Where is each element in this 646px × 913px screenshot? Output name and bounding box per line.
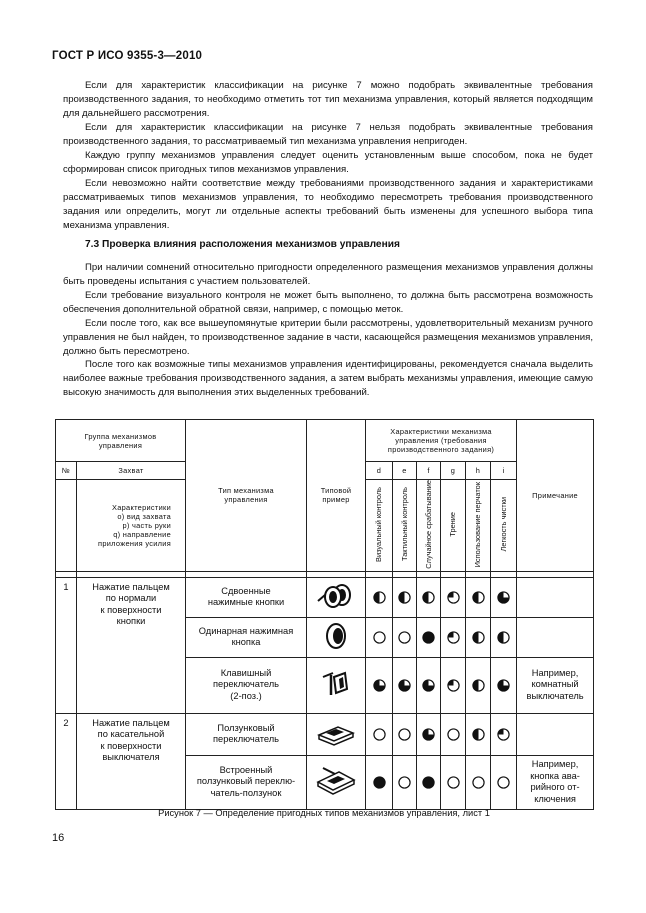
rating-quarter-icon bbox=[447, 679, 460, 692]
rating-empty-icon bbox=[472, 776, 485, 789]
grip-description: Нажатие пальцем по нормали к поверхности кнопки bbox=[77, 577, 186, 713]
char-name: Легкость чистки bbox=[498, 497, 508, 552]
rating-empty-icon bbox=[373, 631, 386, 644]
rating-quarter-icon bbox=[447, 591, 460, 604]
paragraph: При наличии сомнений относительно пригодности определенного размещения механизмов управления должны быть проведены испытания с участием пользователей. bbox=[63, 262, 593, 287]
rating-empty-icon bbox=[497, 776, 510, 789]
example-cell bbox=[307, 617, 366, 657]
table-row bbox=[56, 713, 594, 755]
paragraph: Если после того, как все вышеупомянутые критерии были рассмотрены, удовлетворительный механизм ручного управления не был найден, то производственное задание в части, касающейся размещения механизмов управления, должно быть пересмотрено. bbox=[63, 318, 593, 357]
rating-half-icon bbox=[472, 591, 485, 604]
char-letter: h bbox=[466, 462, 491, 480]
note: Например, кнопка ава- рийного от- ключения bbox=[517, 755, 594, 809]
rating-three-quarter-icon bbox=[373, 679, 386, 692]
slide-switch-icon bbox=[316, 719, 356, 747]
num-header: № bbox=[56, 462, 77, 480]
rating-empty-icon bbox=[398, 631, 411, 644]
example-header: Типовой пример bbox=[307, 420, 366, 572]
note-header: Примечание bbox=[517, 420, 594, 572]
rating-three-quarter-icon bbox=[398, 679, 411, 692]
char-name: Трение bbox=[448, 512, 457, 537]
note: Например, комнатный выключатель bbox=[517, 657, 594, 713]
control-selection-table bbox=[55, 419, 594, 810]
note bbox=[517, 617, 594, 657]
double-pushbutton-icon bbox=[316, 581, 356, 611]
rating-empty-icon bbox=[398, 776, 411, 789]
rating-half-icon bbox=[373, 591, 386, 604]
paragraph: Если невозможно найти соответствие между требованиями производственного задания и характеристиками рассматриваемых типов механизмов управления, то необходимо пересмотреть требования производственного задания или определить, могут ли отдельные аспекты требований быть изменены для успешного выбора типа механизма управления. bbox=[63, 178, 593, 231]
char-letter: f bbox=[417, 462, 441, 480]
rating-half-icon bbox=[422, 591, 435, 604]
group-header: Группа механизмов управления bbox=[56, 420, 186, 462]
type-header: Тип механизма управления bbox=[186, 420, 307, 572]
page-number: 16 bbox=[52, 832, 65, 844]
control-type: Ползунковый переключатель bbox=[186, 713, 307, 755]
rating-half-icon bbox=[472, 728, 485, 741]
single-pushbutton-icon bbox=[321, 621, 351, 651]
rating-empty-icon bbox=[447, 776, 460, 789]
char-letter: i bbox=[491, 462, 517, 480]
rating-three-quarter-icon bbox=[497, 591, 510, 604]
rating-half-icon bbox=[472, 679, 485, 692]
grip-characteristics: Характеристики о) вид захвата р) часть руки q) направление приложения усилия bbox=[77, 480, 186, 572]
rocker-switch-icon bbox=[319, 669, 353, 699]
group-number: 2 bbox=[56, 713, 77, 809]
rating-three-quarter-icon bbox=[497, 679, 510, 692]
control-type: Одинарная нажимная кнопка bbox=[186, 617, 307, 657]
figure-caption: Рисунок 7 — Определение пригодных типов механизмов управления, лист 1 bbox=[158, 808, 490, 818]
rating-quarter-icon bbox=[447, 631, 460, 644]
table-row bbox=[56, 577, 594, 617]
rating-empty-icon bbox=[398, 728, 411, 741]
control-type: Клавишный переключатель (2-поз.) bbox=[186, 657, 307, 713]
control-type: Встроенный ползунковый переклю- чатель-ползунок bbox=[186, 755, 307, 809]
paragraph: Если для характеристик классификации на рисунке 7 можно подобрать эквивалентные требования производственного задания, то необходимо отметить тот тип механизма управления, который является подходящим для дальнейшего рассмотрения. bbox=[63, 80, 593, 119]
rating-full-icon bbox=[422, 631, 435, 644]
note bbox=[517, 713, 594, 755]
char-letter: e bbox=[393, 462, 417, 480]
rating-three-quarter-icon bbox=[422, 679, 435, 692]
example-cell bbox=[307, 713, 366, 755]
grip-header: Захват bbox=[77, 462, 186, 480]
paragraph: Каждую группу механизмов управления следует оценить установленным выше способом, пока не будет сформирован список пригодных типов механизмов управления. bbox=[63, 150, 593, 175]
char-name: Использование перчаток bbox=[473, 481, 482, 568]
characteristics-header: Характеристики механизма управления (требования производственного задания) bbox=[366, 420, 517, 462]
paragraph: После того как возможные типы механизмов управления идентифицированы, рекомендуется сначала выделить наиболее важные требования производственного задания, а затем выбрать механизмы управления, имеющие самую высокую значимость для выполнения этих выделенных требований. bbox=[63, 359, 593, 398]
char-letter: g bbox=[441, 462, 466, 480]
char-name: Тактильный контроль bbox=[399, 487, 409, 562]
rating-empty-icon bbox=[373, 728, 386, 741]
rating-half-icon bbox=[497, 631, 510, 644]
example-cell bbox=[307, 755, 366, 809]
example-cell bbox=[307, 657, 366, 713]
document-header: ГОСТ Р ИСО 9355-3—2010 bbox=[52, 50, 203, 62]
section-title: 7.3 Проверка влияния расположения механизмов управления bbox=[85, 239, 400, 250]
rating-empty-icon bbox=[447, 728, 460, 741]
paragraph: Если требование визуального контроля не может быть выполнено, то должна быть рассмотрена возможность обеспечения дополнительной обратной связи, например, с помощью меток. bbox=[63, 290, 593, 315]
control-type: Сдвоенные нажимные кнопки bbox=[186, 577, 307, 617]
rating-three-quarter-icon bbox=[422, 728, 435, 741]
grip-description: Нажатие пальцем по касательной к поверхности выключателя bbox=[77, 713, 186, 809]
paragraph: Если для характеристик классификации на рисунке 7 нельзя подобрать эквивалентные требования производственного задания, то рассматриваемый тип механизма управления непригоден. bbox=[63, 122, 593, 147]
char-name: Случайное срабатывание bbox=[423, 480, 433, 569]
char-name: Визуальный контроль bbox=[374, 486, 383, 562]
rating-quarter-icon bbox=[497, 728, 510, 741]
rating-half-icon bbox=[398, 591, 411, 604]
group-number: 1 bbox=[56, 577, 77, 713]
char-letter: d bbox=[366, 462, 393, 480]
rating-half-icon bbox=[472, 631, 485, 644]
example-cell bbox=[307, 577, 366, 617]
rating-full-icon bbox=[422, 776, 435, 789]
recessed-slider-icon bbox=[315, 764, 357, 798]
note bbox=[517, 577, 594, 617]
rating-full-icon bbox=[373, 776, 386, 789]
